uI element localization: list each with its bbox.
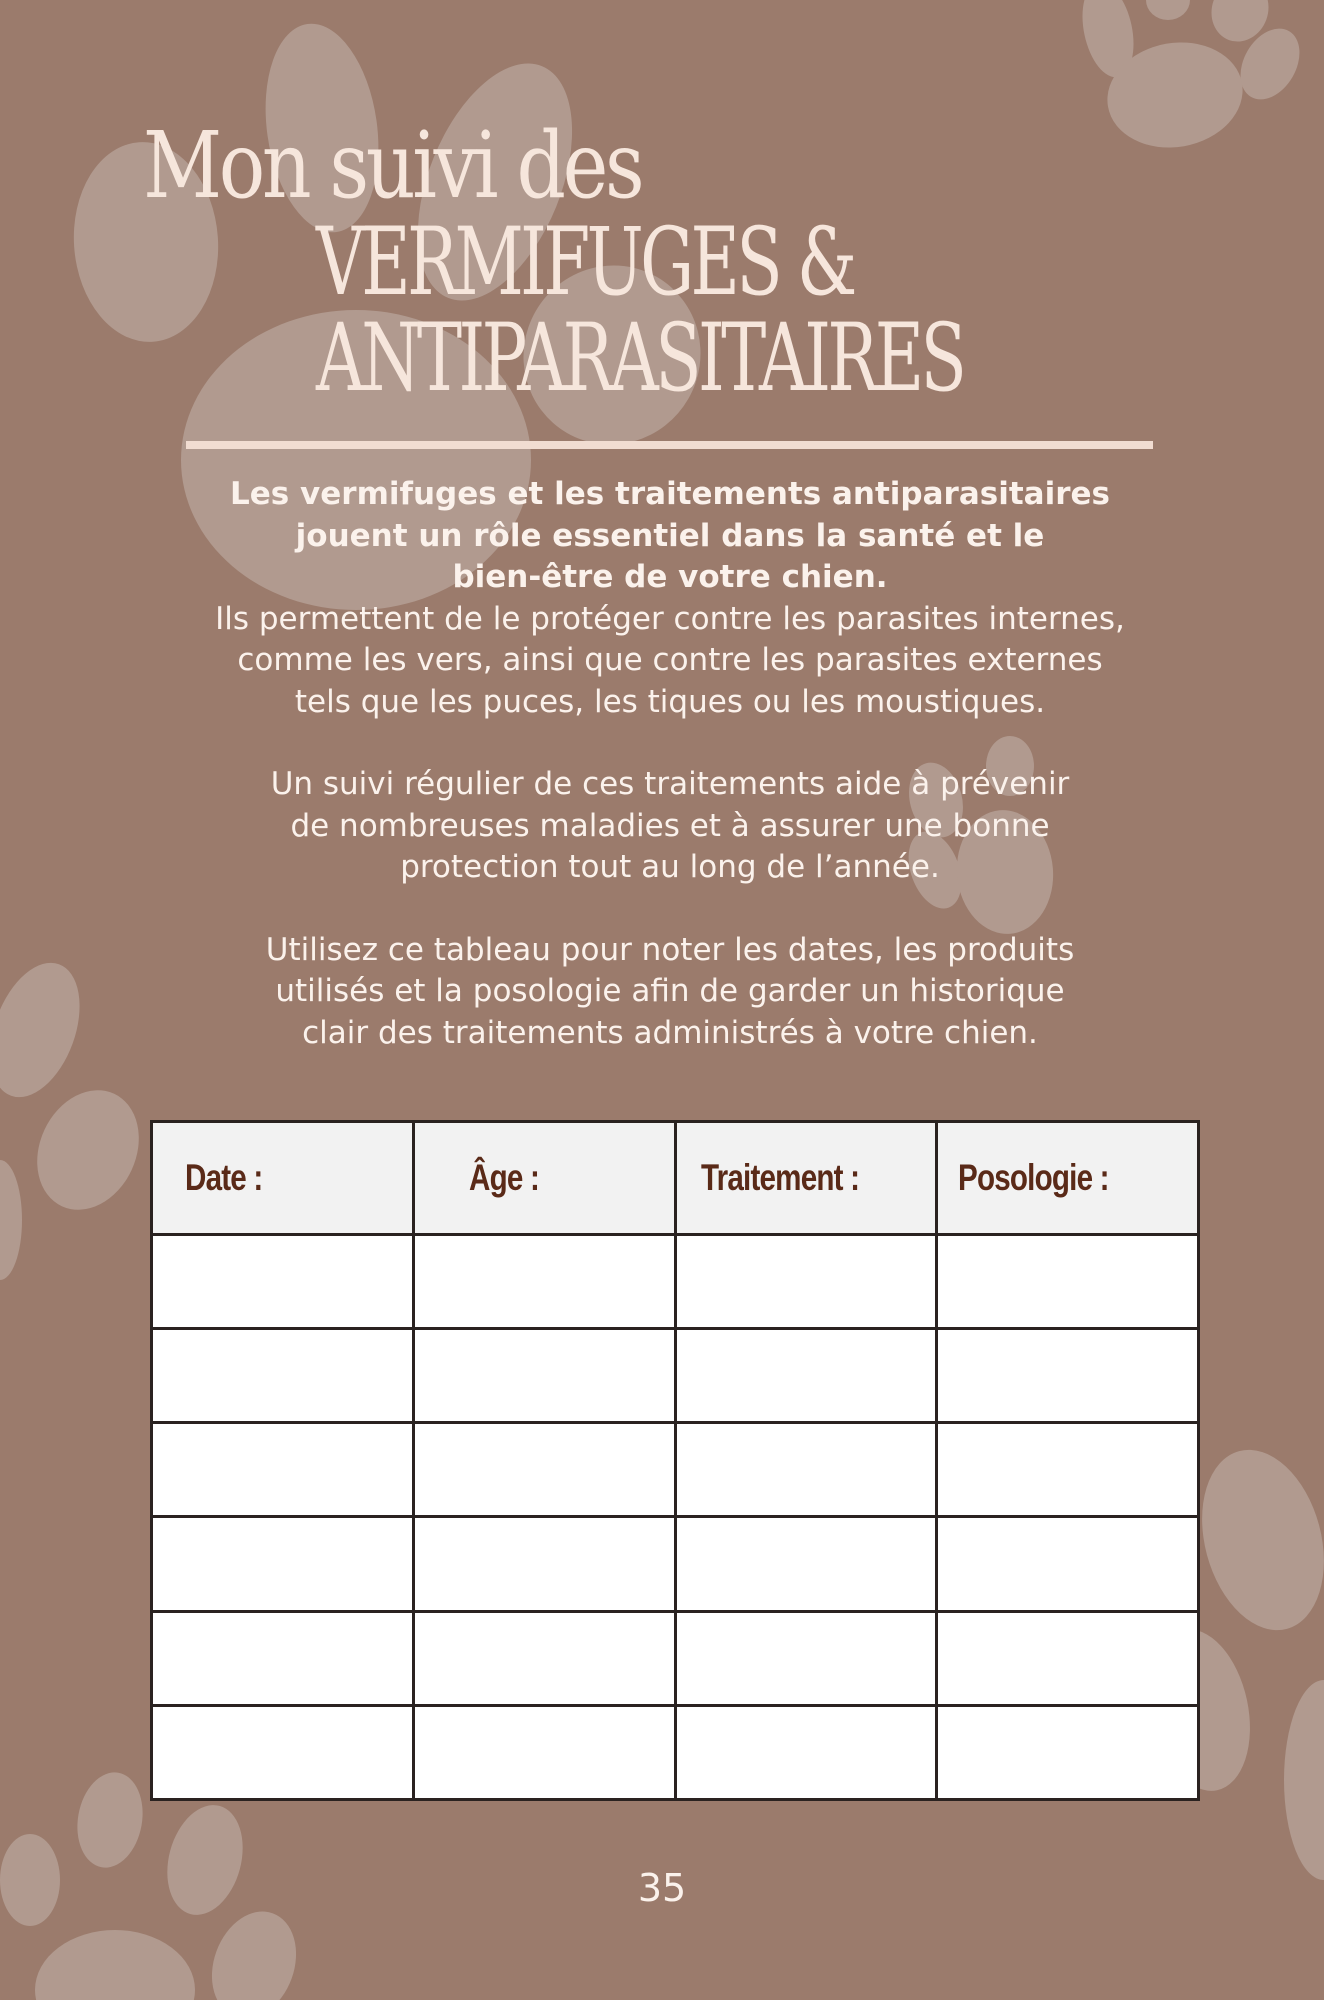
- intro-lead-line: jouent un rôle essentiel dans la santé et le: [295, 517, 1045, 554]
- age-cell[interactable]: [413, 1423, 675, 1517]
- page-number: 35: [637, 1866, 687, 1910]
- intro-line: utilisés et la posologie afin de garder un historique: [275, 973, 1065, 1009]
- dosage-cell[interactable]: [937, 1329, 1199, 1423]
- date-cell[interactable]: [152, 1329, 414, 1423]
- title-line-1: Mon suivi des: [143, 112, 642, 219]
- date-cell[interactable]: [152, 1235, 414, 1329]
- paw-print-icon: [1075, 0, 1312, 158]
- age-cell[interactable]: [413, 1705, 675, 1799]
- intro-line: tels que les puces, les tiques ou les moustiques.: [294, 683, 1046, 720]
- intro-lead-line: Les vermifuges et les traitements antiparasitaires: [230, 476, 1110, 512]
- table-row: [152, 1705, 1199, 1799]
- title-line-2: VERMIFUGES &: [316, 208, 854, 317]
- table-row: [152, 1517, 1199, 1611]
- intro-line: de nombreuses maladies et à assurer une bonne: [290, 807, 1050, 844]
- date-cell[interactable]: [152, 1705, 414, 1799]
- intro-line: Utilisez ce tableau pour noter les dates, les produits: [265, 931, 1075, 968]
- dosage-cell[interactable]: [937, 1517, 1199, 1611]
- column-header-age: Âge :: [413, 1122, 675, 1235]
- column-header-date: Date :: [152, 1122, 414, 1235]
- dosage-cell[interactable]: [937, 1611, 1199, 1705]
- dosage-cell[interactable]: [937, 1235, 1199, 1329]
- column-header-dosage: Posologie :: [937, 1122, 1199, 1235]
- treatment-log-table: [150, 1120, 1200, 1801]
- intro-paragraph-3: [120, 930, 1220, 1055]
- intro-paragraph-1: [120, 599, 1220, 724]
- age-cell[interactable]: [413, 1235, 675, 1329]
- table-row: [152, 1329, 1199, 1423]
- table-header-row: [152, 1122, 1199, 1235]
- table-row: [152, 1423, 1199, 1517]
- age-cell[interactable]: [413, 1329, 675, 1423]
- date-cell[interactable]: [152, 1517, 414, 1611]
- column-header-treatment: Traitement :: [675, 1122, 937, 1235]
- intro-line: protection tout au long de l’année.: [400, 849, 940, 885]
- title-line-3: ANTIPARASITAIRES: [316, 304, 964, 413]
- treatment-cell[interactable]: [675, 1235, 937, 1329]
- treatment-cell[interactable]: [675, 1705, 937, 1799]
- title-divider: [186, 441, 1153, 449]
- date-cell[interactable]: [152, 1611, 414, 1705]
- treatment-cell[interactable]: [675, 1611, 937, 1705]
- date-cell[interactable]: [152, 1423, 414, 1517]
- intro-paragraph-2: [120, 764, 1220, 889]
- treatment-cell[interactable]: [675, 1329, 937, 1423]
- intro-line: comme les vers, ainsi que contre les parasites externes: [237, 642, 1103, 678]
- intro-text: [120, 474, 1220, 1054]
- intro-line: clair des traitements administrés à votre chien.: [302, 1014, 1038, 1051]
- table-row: [152, 1235, 1199, 1329]
- treatment-cell[interactable]: [675, 1517, 937, 1611]
- intro-line: Un suivi régulier de ces traitements aide à prévenir: [270, 766, 1070, 802]
- age-cell[interactable]: [413, 1611, 675, 1705]
- intro-lead-line: bien-être de votre chien.: [452, 559, 888, 595]
- dosage-cell[interactable]: [937, 1423, 1199, 1517]
- intro-lead: [120, 474, 1220, 599]
- table-row: [152, 1611, 1199, 1705]
- age-cell[interactable]: [413, 1517, 675, 1611]
- intro-line: Ils permettent de le protéger contre les parasites internes,: [215, 600, 1125, 637]
- dosage-cell[interactable]: [937, 1705, 1199, 1799]
- treatment-cell[interactable]: [675, 1423, 937, 1517]
